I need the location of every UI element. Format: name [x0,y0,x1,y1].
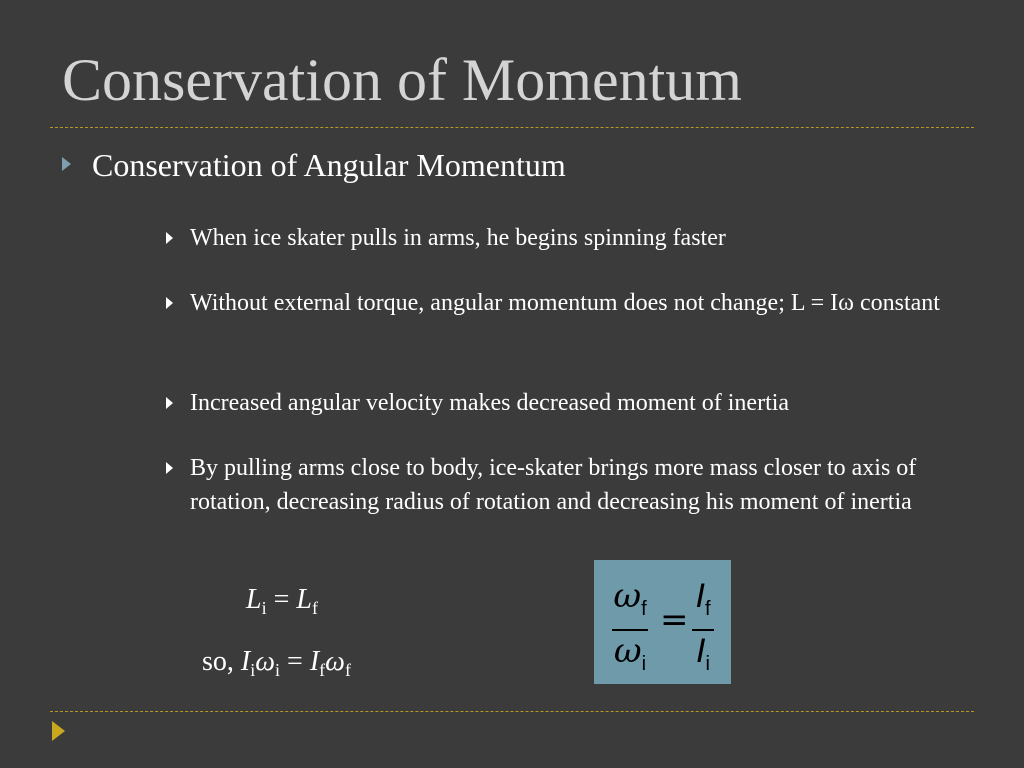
equation-inertia-omega [202,646,351,680]
eq2-I2: I [309,646,320,677]
omega-fraction [612,578,648,682]
eq2-sub-i2: i [275,660,281,680]
fraction-numerator [613,578,646,627]
inertia-symbol: I [695,577,705,615]
eq2-sub-i: i [250,660,256,680]
fraction-denominator [614,633,646,682]
eq2-omega2: ω [325,646,345,677]
triangle-right-icon [62,157,71,171]
triangle-right-icon [166,462,173,474]
sub-i: i [641,653,647,675]
formula-box [594,560,731,684]
eq1-L2: L [296,584,312,615]
slide-title: Conservation of Momentum [62,47,742,113]
next-slide-icon[interactable] [52,721,65,741]
omega-symbol: ω [613,631,642,671]
eq2-so: so, [202,646,234,677]
title-divider [50,127,974,128]
sub-f: f [704,598,711,620]
triangle-right-icon [166,232,173,244]
footer-divider [50,711,974,712]
eq2-sub-f2: f [344,660,351,680]
sub-bullet-text: Increased angular velocity makes decreased moment of inertia [190,390,790,416]
omega-symbol: ω [613,576,642,616]
sub-f: f [641,598,647,620]
triangle-right-icon [166,397,173,409]
fraction-bar [692,629,714,631]
sub-bullet-text: When ice skater pulls in arms, he begins spinning faster [190,225,726,251]
sub-i: i [705,653,710,675]
inertia-fraction [692,578,714,682]
fraction-equals: = [660,600,689,640]
inertia-symbol: I [696,632,706,670]
fraction-denominator [696,633,710,682]
sub-bullet-text: By pulling arms close to body, ice-skater brings more mass closer to axis of rotation, decreasing radius of rotation and decreasing his moment of inertia [190,455,917,515]
eq2-omega: ω [255,646,276,677]
triangle-right-icon [166,297,173,309]
eq2-equals: = [287,646,303,677]
bullet-level1-text: Conservation of Angular Momentum [92,147,566,183]
equation-angular-momentum [246,584,318,618]
eq1-equals: = [273,584,290,615]
eq2-I: I [240,646,251,677]
eq1-L: L [246,584,262,615]
eq1-sub-i: i [261,598,267,618]
eq2-sub-f: f [319,660,326,680]
fraction-numerator [695,578,710,627]
sub-bullet-text: Without external torque, angular momentum does not change; L = Iω constant [190,290,940,316]
eq1-sub-f: f [311,598,318,618]
